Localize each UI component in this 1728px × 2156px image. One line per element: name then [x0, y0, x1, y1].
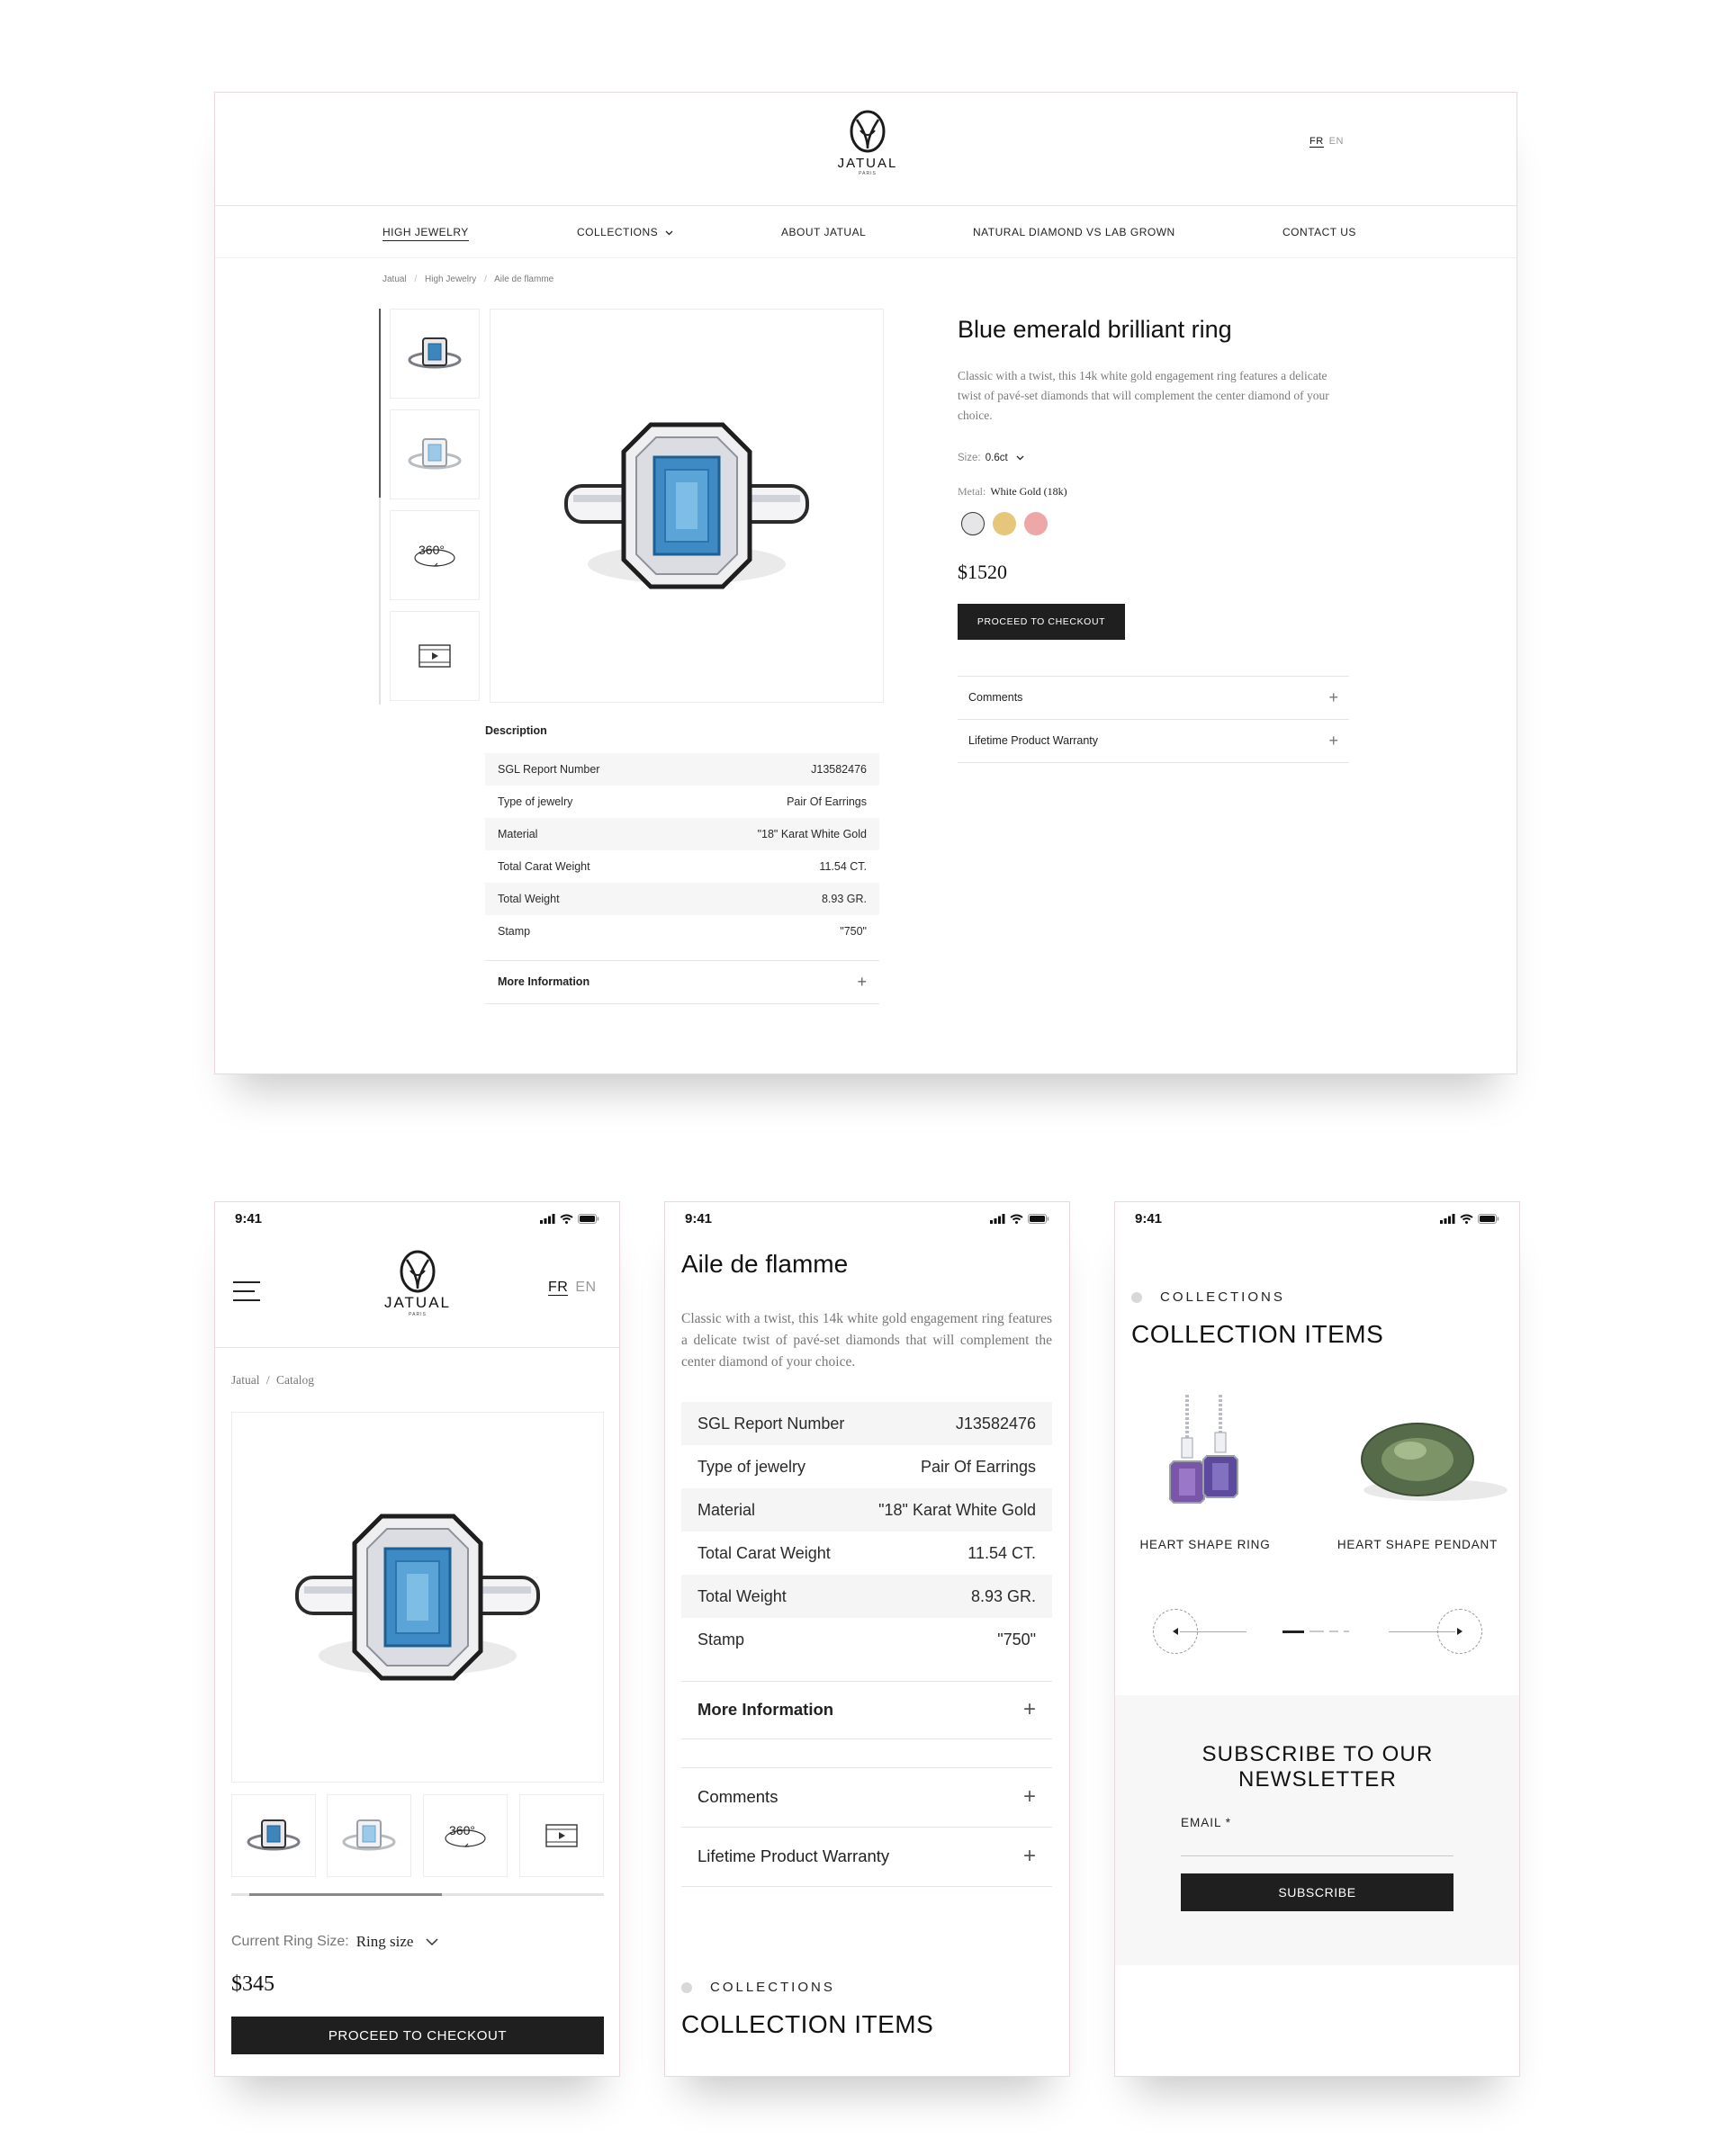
- specs-divider: [681, 1738, 1052, 1739]
- mobile-product-screen: [214, 1201, 620, 2077]
- chevron-down-icon: [665, 230, 673, 236]
- more-information-toggle[interactable]: [681, 1681, 1052, 1738]
- subscribe-button[interactable]: SUBSCRIBE: [1181, 1873, 1454, 1911]
- status-icons: [540, 1214, 599, 1224]
- thumbnail-video[interactable]: [519, 1794, 604, 1877]
- brand-logo[interactable]: [373, 1249, 463, 1317]
- breadcrumb: [382, 274, 554, 284]
- plus-icon: +: [1022, 1784, 1036, 1809]
- thumbnail-360[interactable]: [423, 1794, 508, 1877]
- earrings-product-image: [1156, 1391, 1255, 1517]
- lang-fr[interactable]: FR: [1310, 136, 1324, 147]
- size-label: Size:: [958, 453, 981, 463]
- language-switcher: [1310, 136, 1344, 147]
- header-divider: [215, 1347, 620, 1348]
- email-label: EMAIL *: [1181, 1816, 1232, 1829]
- spec-value: 11.54 CT.: [968, 1543, 1036, 1562]
- collections-label: COLLECTIONS: [710, 1980, 835, 1995]
- mobile-collections-screen: [1114, 1201, 1520, 2077]
- specs-heading: Description: [485, 724, 547, 737]
- warranty-toggle[interactable]: [681, 1827, 1052, 1886]
- spec-row: [485, 818, 879, 850]
- accordion-divider: [681, 1886, 1052, 1887]
- spec-label: Total Carat Weight: [698, 1543, 831, 1562]
- product-description: Classic with a twist, this 14k white gold engagement ring features a delicate twist of pavé-set diamonds that will complement the center diamond of your choice.: [681, 1311, 1052, 1370]
- collection-item-ring[interactable]: [1142, 1391, 1268, 1562]
- spec-value: 11.54 CT.: [819, 860, 867, 873]
- logo-emblem-icon: [397, 1249, 438, 1294]
- spec-label: Total Weight: [698, 1586, 787, 1605]
- mobile-details-screen: [664, 1201, 1070, 2077]
- ring-size-value: Ring size: [356, 1933, 414, 1950]
- collections-eyebrow: [681, 1980, 835, 1995]
- spec-row: [485, 915, 879, 948]
- nav-natural-vs-lab[interactable]: NATURAL DIAMOND VS LAB GROWN: [973, 226, 1175, 238]
- thumbnail-scroll-indicator[interactable]: [379, 309, 381, 498]
- status-icons: [1440, 1214, 1499, 1224]
- ring-size-selector[interactable]: [231, 1933, 438, 1951]
- collection-item-label: HEART SHAPE RING: [1139, 1538, 1271, 1551]
- carousel-prev-line: [1180, 1631, 1246, 1632]
- spec-row: [681, 1532, 1052, 1575]
- spec-label: SGL Report Number: [498, 763, 600, 776]
- rotate-360-icon: [411, 540, 458, 570]
- metal-swatch-yellow-gold[interactable]: [993, 512, 1016, 535]
- bullet-dot-icon: [681, 1982, 692, 1993]
- product-price: $345: [231, 1972, 274, 1996]
- spec-row: [485, 883, 879, 915]
- green-gem-product-image: [1346, 1409, 1516, 1508]
- spec-value: Pair Of Earrings: [920, 1457, 1036, 1476]
- hamburger-menu-icon[interactable]: [233, 1280, 260, 1302]
- logo-emblem-icon: [847, 109, 888, 154]
- size-selector[interactable]: [958, 453, 1024, 463]
- spec-value: J13582476: [811, 763, 867, 776]
- ring-thumbnail-icon: [407, 434, 463, 475]
- rotate-360-icon: [442, 1820, 489, 1851]
- header-divider: [215, 205, 1517, 206]
- desktop-page: [214, 92, 1517, 1074]
- spec-row: [485, 850, 879, 883]
- plus-icon: +: [1022, 1697, 1036, 1721]
- thumbnail-360[interactable]: [390, 510, 480, 600]
- pagination-active[interactable]: [1282, 1630, 1304, 1633]
- collection-item-label: HEART SHAPE PENDANT: [1336, 1538, 1498, 1551]
- spec-label: Total Carat Weight: [498, 860, 590, 873]
- bullet-dot-icon: [1131, 1292, 1142, 1303]
- metal-info: [958, 485, 1067, 499]
- status-icons: [990, 1214, 1049, 1224]
- spec-label: Stamp: [498, 925, 531, 938]
- plus-icon: +: [1328, 731, 1338, 750]
- collection-items-heading: COLLECTION ITEMS: [1131, 1320, 1384, 1348]
- lang-en[interactable]: EN: [1328, 136, 1344, 147]
- signal-icon: [540, 1214, 555, 1224]
- collections-eyebrow: [1131, 1289, 1285, 1305]
- spec-value: 8.93 GR.: [821, 893, 867, 905]
- ring-size-label: Current Ring Size:: [231, 1934, 349, 1949]
- spec-row: [485, 753, 879, 786]
- accordion-divider: [958, 762, 1349, 763]
- proceed-to-checkout-button[interactable]: PROCEED TO CHECKOUT: [958, 604, 1125, 640]
- spec-label: Type of jewelry: [698, 1457, 806, 1476]
- status-time: 9:41: [685, 1211, 713, 1226]
- ring-product-image: [283, 1507, 553, 1687]
- brand-sub: PARIS: [859, 171, 877, 176]
- lang-fr[interactable]: FR: [548, 1280, 569, 1295]
- thumbnail-ring-front[interactable]: [390, 309, 480, 399]
- comments-toggle[interactable]: [958, 676, 1349, 719]
- ring-thumbnail-icon: [246, 1815, 302, 1856]
- specs-table: [485, 753, 879, 948]
- spec-value: "18" Karat White Gold: [878, 1500, 1036, 1519]
- arrow-right-icon: [1455, 1627, 1464, 1636]
- ring-product-image: [552, 416, 822, 596]
- spec-label: Type of jewelry: [498, 795, 573, 808]
- chevron-down-icon: [1016, 455, 1024, 461]
- more-information-toggle[interactable]: [485, 960, 879, 1003]
- spec-row: [681, 1618, 1052, 1661]
- plus-icon: +: [1022, 1844, 1036, 1868]
- signal-icon: [990, 1214, 1005, 1224]
- email-input[interactable]: [1181, 1832, 1454, 1856]
- collection-items-heading: COLLECTION ITEMS: [681, 2010, 934, 2038]
- spec-row: [485, 786, 879, 818]
- newsletter-section: [1115, 1695, 1520, 1965]
- more-information-label: More Information: [698, 1700, 834, 1719]
- video-film-icon: [418, 644, 451, 668]
- nav-about[interactable]: ABOUT JATUAL: [781, 226, 867, 238]
- thumbnail-video[interactable]: [390, 611, 480, 701]
- wifi-icon: [560, 1214, 573, 1224]
- thumbnail-scroll-indicator[interactable]: [249, 1893, 442, 1896]
- plus-icon: +: [857, 972, 867, 991]
- nav-contact[interactable]: CONTACT US: [1282, 226, 1356, 238]
- breadcrumb-current: Catalog: [276, 1373, 315, 1387]
- breadcrumb-home[interactable]: Jatual: [231, 1373, 260, 1387]
- product-description: Classic with a twist, this 14k white gold engagement ring features a delicate twist of pavé-set diamonds that will complement the center diamond of your choice.: [958, 369, 1329, 422]
- spec-row: [681, 1488, 1052, 1532]
- breadcrumb-sep: /: [414, 274, 418, 284]
- metal-swatch-white-gold[interactable]: [961, 512, 985, 535]
- ring-thumbnail-icon: [341, 1815, 397, 1856]
- nav-divider: [215, 257, 1517, 258]
- breadcrumb-current: Aile de flamme: [494, 274, 554, 284]
- breadcrumb: [231, 1373, 314, 1388]
- spec-row: [681, 1575, 1052, 1618]
- product-title: Aile de flamme: [681, 1250, 849, 1278]
- breadcrumb-home[interactable]: Jatual: [382, 274, 407, 284]
- metal-swatch-rose-gold[interactable]: [1024, 512, 1048, 535]
- spec-label: Total Weight: [498, 893, 560, 905]
- warranty-label: Lifetime Product Warranty: [968, 734, 1099, 747]
- metal-label: Metal:: [958, 485, 986, 498]
- collections-label: COLLECTIONS: [1160, 1289, 1285, 1305]
- carousel-pagination: [1282, 1630, 1356, 1633]
- brand-name: JATUAL: [837, 156, 898, 171]
- breadcrumb-sep: /: [266, 1373, 270, 1387]
- chevron-down-icon: [426, 1938, 438, 1946]
- spec-value: "750": [997, 1630, 1036, 1648]
- newsletter-title: SUBSCRIBE TO OUR NEWSLETTER: [1202, 1742, 1434, 1792]
- spec-value: 8.93 GR.: [970, 1586, 1036, 1605]
- spec-value: Pair Of Earrings: [787, 795, 867, 808]
- metal-value: White Gold (18k): [990, 485, 1067, 498]
- status-bar: [1135, 1211, 1499, 1226]
- arrow-left-icon: [1171, 1627, 1180, 1636]
- product-price: $1520: [958, 561, 1007, 583]
- spec-value: "18" Karat White Gold: [757, 828, 867, 840]
- thumbnail-ring-light[interactable]: [327, 1794, 411, 1877]
- status-bar: [235, 1211, 599, 1226]
- ring-thumbnail-icon: [407, 333, 463, 374]
- comments-toggle[interactable]: [681, 1767, 1052, 1827]
- brand-sub: PARIS: [409, 1312, 427, 1317]
- product-main-image[interactable]: [490, 309, 884, 703]
- pagination-dot[interactable]: [1310, 1630, 1324, 1632]
- nav-collections-label: COLLECTIONS: [577, 226, 659, 238]
- status-time: 9:41: [235, 1211, 263, 1226]
- spec-row: [681, 1445, 1052, 1488]
- spec-label: Stamp: [698, 1630, 745, 1648]
- spec-label: Material: [698, 1500, 756, 1519]
- product-main-image[interactable]: [231, 1412, 604, 1783]
- signal-icon: [1440, 1214, 1455, 1224]
- thumbnail-ring-front[interactable]: [231, 1794, 316, 1877]
- specs-divider: [485, 1003, 879, 1004]
- language-switcher: [548, 1280, 597, 1296]
- nav-high-jewelry[interactable]: HIGH JEWELRY: [382, 226, 469, 241]
- breadcrumb-section[interactable]: High Jewelry: [425, 274, 477, 284]
- pagination-dot[interactable]: [1344, 1630, 1349, 1632]
- carousel-next-button[interactable]: [1437, 1609, 1482, 1654]
- product-title: Blue emerald brilliant ring: [958, 316, 1232, 343]
- spec-value: J13582476: [955, 1414, 1036, 1433]
- comments-label: Comments: [698, 1787, 778, 1806]
- nav-collections[interactable]: [577, 226, 673, 238]
- more-information-label: More Information: [498, 975, 590, 988]
- brand-name: JATUAL: [383, 1294, 452, 1311]
- thumbnail-scroll-track: [379, 498, 381, 705]
- thumbnail-ring-light[interactable]: [390, 409, 480, 499]
- battery-icon: [1478, 1214, 1499, 1224]
- battery-icon: [1028, 1214, 1049, 1224]
- battery-icon: [578, 1214, 599, 1224]
- brand-logo[interactable]: [827, 109, 908, 188]
- spec-value: "750": [840, 925, 867, 938]
- warranty-toggle[interactable]: [958, 719, 1349, 762]
- view-360-label: 360°: [418, 543, 445, 557]
- wifi-icon: [1010, 1214, 1023, 1224]
- size-value: 0.6ct: [985, 453, 1008, 463]
- wifi-icon: [1460, 1214, 1473, 1224]
- lang-en[interactable]: EN: [575, 1280, 597, 1295]
- spec-row: [681, 1402, 1052, 1445]
- breadcrumb-sep: /: [484, 274, 487, 284]
- view-360-label: 360°: [449, 1823, 475, 1837]
- spec-label: Material: [498, 828, 538, 840]
- video-film-icon: [545, 1824, 578, 1847]
- spec-label: SGL Report Number: [698, 1414, 845, 1433]
- pagination-dot[interactable]: [1329, 1630, 1338, 1632]
- collection-item-pendant[interactable]: [1346, 1409, 1516, 1517]
- status-time: 9:41: [1135, 1211, 1163, 1226]
- status-bar: [685, 1211, 1049, 1226]
- plus-icon: +: [1328, 687, 1338, 706]
- proceed-to-checkout-button[interactable]: PROCEED TO CHECKOUT: [231, 2017, 604, 2054]
- comments-label: Comments: [968, 691, 1023, 704]
- warranty-label: Lifetime Product Warranty: [698, 1846, 890, 1865]
